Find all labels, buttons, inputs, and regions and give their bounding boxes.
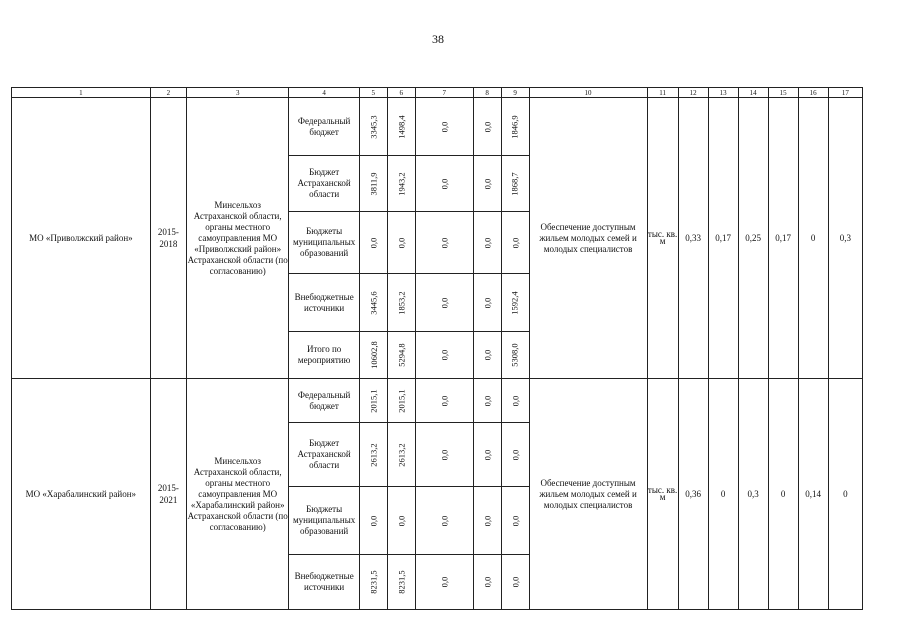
value-cell: 5294,8 bbox=[387, 332, 415, 379]
source-cell: Федеральный бюджет bbox=[289, 379, 359, 423]
purpose-cell: Обеспечение доступным жильем молодых семей и молодых специалистов bbox=[529, 379, 647, 610]
header-cell: 11 bbox=[647, 88, 678, 98]
value-cell: 0,0 bbox=[473, 379, 501, 423]
source-cell: Федеральный бюджет bbox=[289, 98, 359, 156]
municipality-cell: МО «Харабалинский район» bbox=[12, 379, 151, 610]
value-cell: 0,0 bbox=[501, 379, 529, 423]
indicator-cell: 0 bbox=[768, 379, 798, 610]
table-row bbox=[12, 379, 863, 423]
value-cell: 0,0 bbox=[415, 332, 473, 379]
header-cell: 13 bbox=[708, 88, 738, 98]
value-cell: 2015,1 bbox=[359, 379, 387, 423]
value-cell: 3811,9 bbox=[359, 156, 387, 212]
value-cell: 0,0 bbox=[415, 379, 473, 423]
value-cell: 2613,2 bbox=[387, 423, 415, 487]
value-cell: 1853,2 bbox=[387, 274, 415, 332]
value-cell: 0,0 bbox=[501, 487, 529, 555]
header-cell: 5 bbox=[359, 88, 387, 98]
value-cell: 3345,3 bbox=[359, 98, 387, 156]
value-cell: 0,0 bbox=[415, 212, 473, 274]
value-cell: 0,0 bbox=[501, 555, 529, 610]
value-cell: 3445,6 bbox=[359, 274, 387, 332]
indicator-cell: 0,17 bbox=[708, 98, 738, 379]
value-cell: 0,0 bbox=[415, 156, 473, 212]
value-cell: 1943,2 bbox=[387, 156, 415, 212]
value-cell: 0,0 bbox=[473, 98, 501, 156]
organization-cell: Минсельхоз Астраханской области, органы местного самоуправления МО «Приволжский район» Астраханской области (по согласованию) bbox=[186, 98, 288, 379]
value-cell: 1498,4 bbox=[387, 98, 415, 156]
source-cell: Бюджеты муниципальных образований bbox=[289, 212, 359, 274]
indicator-cell: 0,25 bbox=[738, 98, 768, 379]
header-cell: 16 bbox=[798, 88, 828, 98]
value-cell: 0,0 bbox=[473, 156, 501, 212]
unit-cell: тыс. кв. м bbox=[647, 379, 678, 610]
source-cell: Внебюджетные источники bbox=[289, 274, 359, 332]
header-cell: 4 bbox=[289, 88, 359, 98]
header-cell: 12 bbox=[678, 88, 708, 98]
value-cell: 1868,7 bbox=[501, 156, 529, 212]
header-cell: 17 bbox=[828, 88, 862, 98]
value-cell: 0,0 bbox=[387, 212, 415, 274]
value-cell: 8231,5 bbox=[387, 555, 415, 610]
value-cell: 0,0 bbox=[501, 423, 529, 487]
indicator-cell: 0 bbox=[828, 379, 862, 610]
header-cell: 10 bbox=[529, 88, 647, 98]
value-cell: 10602,8 bbox=[359, 332, 387, 379]
period-cell: 2015-2021 bbox=[150, 379, 186, 610]
source-cell: Бюджеты муниципальных образований bbox=[289, 487, 359, 555]
value-cell: 1846,9 bbox=[501, 98, 529, 156]
value-cell: 0,0 bbox=[415, 487, 473, 555]
value-cell: 5308,0 bbox=[501, 332, 529, 379]
indicator-cell: 0,17 bbox=[768, 98, 798, 379]
value-cell: 0,0 bbox=[415, 555, 473, 610]
value-cell: 0,0 bbox=[473, 423, 501, 487]
indicator-cell: 0 bbox=[798, 98, 828, 379]
program-table bbox=[11, 87, 863, 610]
header-cell: 3 bbox=[186, 88, 288, 98]
period-cell: 2015-2018 bbox=[150, 98, 186, 379]
value-cell: 0,0 bbox=[473, 274, 501, 332]
indicator-cell: 0,36 bbox=[678, 379, 708, 610]
purpose-cell: Обеспечение доступным жильем молодых семей и молодых специалистов bbox=[529, 98, 647, 379]
indicator-cell: 0,33 bbox=[678, 98, 708, 379]
value-cell: 0,0 bbox=[473, 487, 501, 555]
value-cell: 0,0 bbox=[415, 98, 473, 156]
value-cell: 0,0 bbox=[387, 487, 415, 555]
source-cell: Внебюджетные источники bbox=[289, 555, 359, 610]
value-cell: 0,0 bbox=[473, 555, 501, 610]
header-cell: 7 bbox=[415, 88, 473, 98]
indicator-cell: 0,3 bbox=[738, 379, 768, 610]
value-cell: 0,0 bbox=[415, 274, 473, 332]
source-cell: Итого по мероприятию bbox=[289, 332, 359, 379]
header-cell: 2 bbox=[150, 88, 186, 98]
municipality-cell: МО «Приволжский район» bbox=[12, 98, 151, 379]
header-cell: 6 bbox=[387, 88, 415, 98]
header-cell: 8 bbox=[473, 88, 501, 98]
indicator-cell: 0 bbox=[708, 379, 738, 610]
organization-cell: Минсельхоз Астраханской области, органы местного самоуправления МО «Харабалинский район» Астраханской области (по согласованию) bbox=[186, 379, 288, 610]
header-cell: 1 bbox=[12, 88, 151, 98]
indicator-cell: 0,3 bbox=[828, 98, 862, 379]
value-cell: 0,0 bbox=[359, 212, 387, 274]
value-cell: 0,0 bbox=[473, 332, 501, 379]
value-cell: 2613,2 bbox=[359, 423, 387, 487]
indicator-cell: 0,14 bbox=[798, 379, 828, 610]
value-cell: 0,0 bbox=[501, 212, 529, 274]
value-cell: 8231,5 bbox=[359, 555, 387, 610]
value-cell: 2015,1 bbox=[387, 379, 415, 423]
unit-cell: тыс. кв. м bbox=[647, 98, 678, 379]
source-cell: Бюджет Астраханской области bbox=[289, 156, 359, 212]
value-cell: 0,0 bbox=[473, 212, 501, 274]
page-number: 38 bbox=[432, 32, 444, 46]
header-row bbox=[12, 88, 863, 98]
source-cell: Бюджет Астраханской области bbox=[289, 423, 359, 487]
value-cell: 1592,4 bbox=[501, 274, 529, 332]
header-cell: 9 bbox=[501, 88, 529, 98]
header-cell: 15 bbox=[768, 88, 798, 98]
value-cell: 0,0 bbox=[415, 423, 473, 487]
value-cell: 0,0 bbox=[359, 487, 387, 555]
table-row bbox=[12, 98, 863, 156]
header-cell: 14 bbox=[738, 88, 768, 98]
